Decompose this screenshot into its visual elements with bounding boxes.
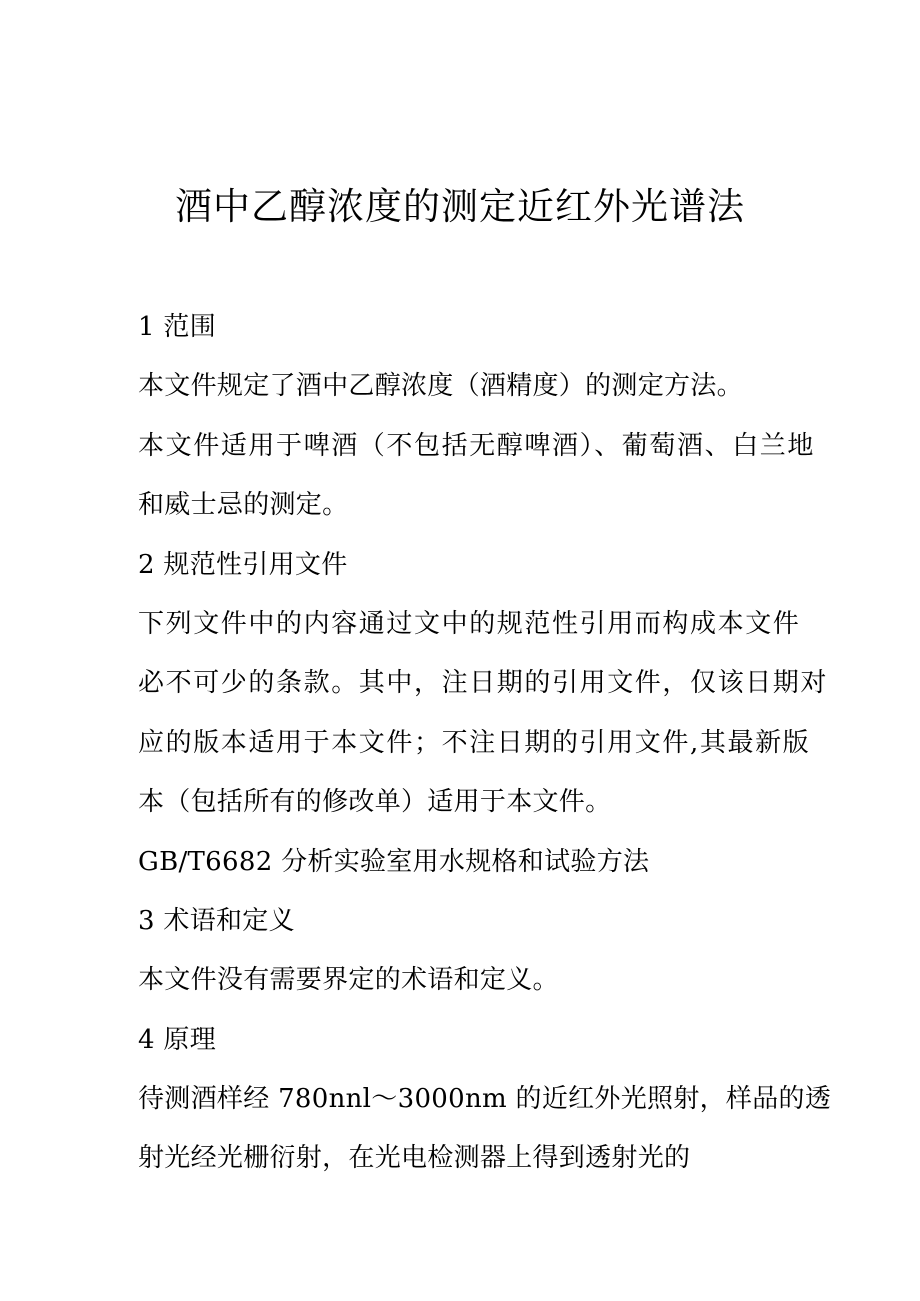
paragraph-line: 本文件没有需要界定的术语和定义。 — [138, 965, 559, 996]
section-heading-principle: 4 原理 — [138, 1024, 217, 1055]
paragraph-line: 待测酒样经 780nnl～3000nm 的近红外光照射，样品的透 — [138, 1084, 832, 1115]
paragraph-line: 必不可少的条款。其中，注日期的引用文件，仅该日期对 — [138, 668, 829, 699]
section-heading-normative-references: 2 规范性引用文件 — [138, 549, 348, 580]
paragraph-line: 应的版本适用于本文件；不注日期的引用文件,其最新版 — [138, 727, 811, 758]
document-body — [138, 298, 832, 1189]
section-heading-scope: 1 范围 — [138, 312, 217, 342]
reference-entry: GB/T6682 分析实验室用水规格和试验方法 — [138, 846, 650, 877]
paragraph-line: 下列文件中的内容通过文中的规范性引用而构成本文件 — [138, 608, 801, 639]
paragraph-line: 本文件规定了酒中乙醇浓度（酒精度）的测定方法。 — [138, 371, 743, 402]
document-title: 酒中乙醇浓度的测定近红外光谱法 — [175, 185, 745, 228]
section-heading-terms: 3 术语和定义 — [138, 905, 295, 936]
paragraph-line: 和威士忌的测定。 — [138, 490, 349, 521]
paragraph-line: 本文件适用于啤酒（不包括无醇啤酒）、葡萄酒、白兰地 — [138, 430, 816, 461]
paragraph-line: 射光经光栅衍射，在光电检测器上得到透射光的 — [138, 1143, 691, 1174]
paragraph-line: 本（包括所有的修改单）适用于本文件。 — [138, 787, 612, 818]
